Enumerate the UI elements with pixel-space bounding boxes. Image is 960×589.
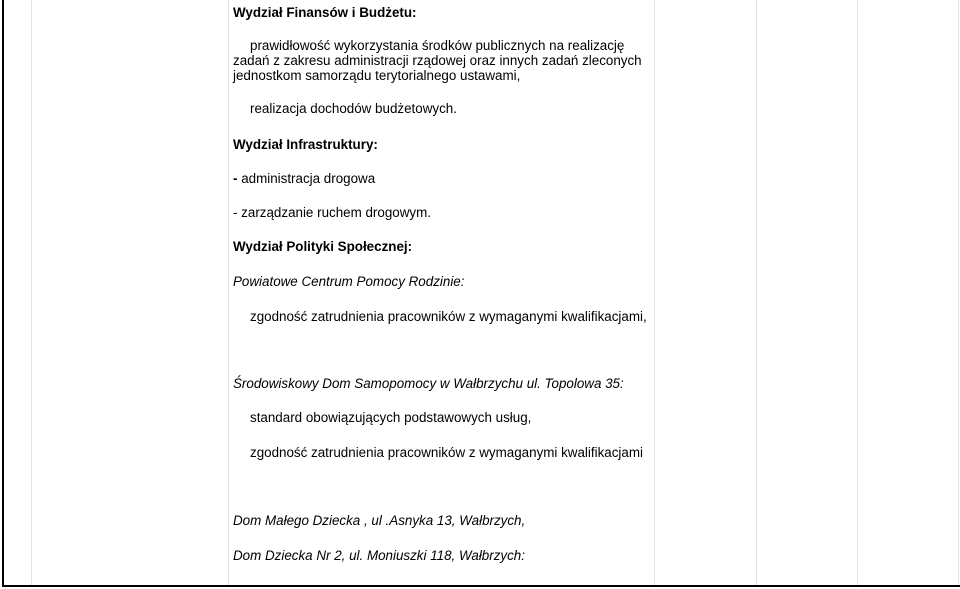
table-column-divider-3 bbox=[654, 0, 655, 585]
finance-item-1-line-3: jednostkom samorządu terytorialnego ustawami, bbox=[233, 68, 521, 83]
table-column-divider-4 bbox=[756, 0, 757, 585]
infrastructure-item-1-text: administracja drogowa bbox=[237, 171, 376, 186]
table-column-divider-5 bbox=[857, 0, 858, 585]
heading-infrastructure-department: Wydział Infrastruktury: bbox=[233, 137, 378, 152]
table-right-border bbox=[958, 0, 959, 585]
finance-item-2: realizacja dochodów budżetowych. bbox=[250, 101, 457, 116]
table-left-border bbox=[2, 0, 4, 587]
table-column-divider-2 bbox=[228, 0, 229, 585]
sds-title: Środowiskowy Dom Samopomocy w Wałbrzychu ul. Topolowa 35: bbox=[233, 376, 624, 391]
pcpr-title: Powiatowe Centrum Pomocy Rodzinie: bbox=[233, 274, 465, 289]
sds-item-2: zgodność zatrudnienia pracowników z wymaganymi kwalifikacjami bbox=[250, 445, 643, 460]
infrastructure-item-1 bbox=[233, 169, 375, 189]
dom-dziecka-nr-2-title: Dom Dziecka Nr 2, ul. Moniuszki 118, Wałbrzych: bbox=[233, 548, 525, 563]
pcpr-item-1: zgodność zatrudnienia pracowników z wymaganymi kwalifikacjami, bbox=[250, 309, 647, 324]
sds-item-1: standard obowiązujących podstawowych usług, bbox=[250, 410, 532, 425]
table-bottom-border bbox=[2, 585, 960, 587]
infrastructure-item-2: - zarządzanie ruchem drogowym. bbox=[233, 205, 431, 220]
heading-social-policy-department: Wydział Polityki Społecznej: bbox=[233, 239, 413, 254]
heading-finance-department: Wydział Finansów i Budżetu: bbox=[233, 5, 417, 20]
infrastructure-item-1-dash: - bbox=[233, 171, 238, 186]
dom-malego-dziecka-title: Dom Małego Dziecka , ul .Asnyka 13, Wałbrzych, bbox=[233, 513, 526, 528]
finance-item-1-line-2: zadań z zakresu administracji rządowej oraz innych zadań zleconych bbox=[233, 53, 642, 68]
table-column-divider-1 bbox=[31, 0, 32, 585]
finance-item-1-line-1: prawidłowość wykorzystania środków publicznych na realizację bbox=[250, 38, 625, 53]
